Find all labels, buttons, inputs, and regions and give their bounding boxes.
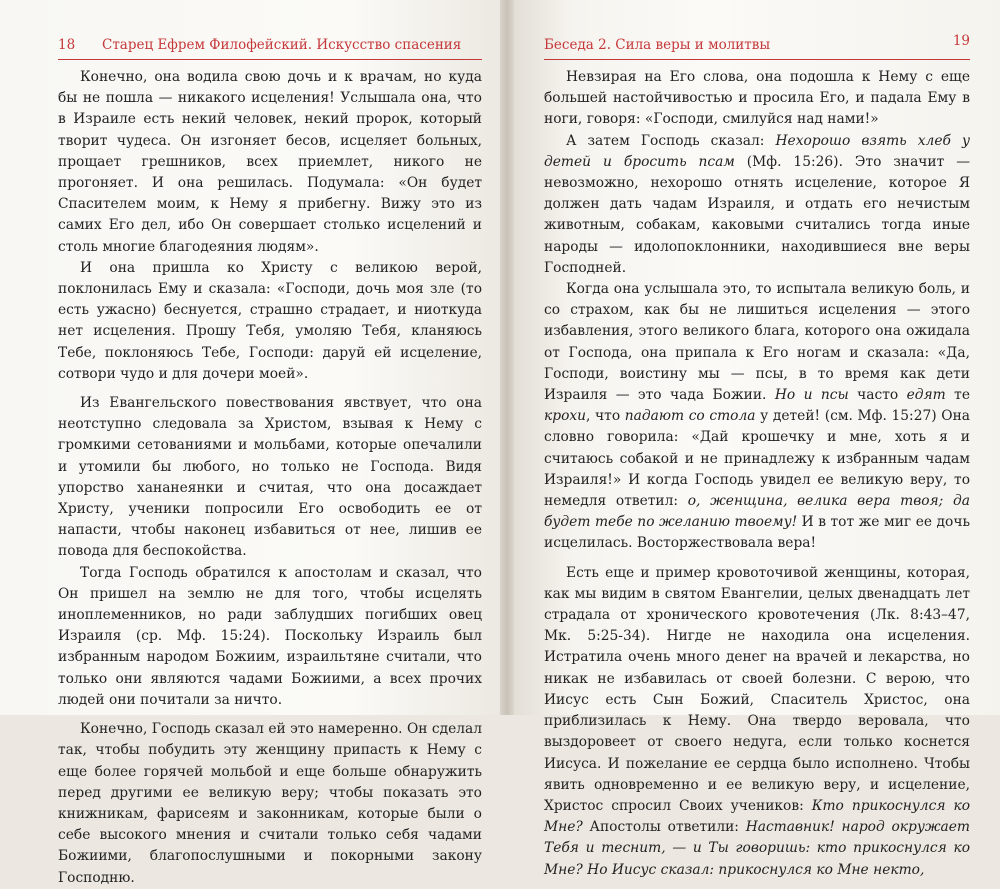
paragraph [544,67,970,131]
right-page-body [544,67,970,881]
left-running-header [58,33,482,60]
paragraph [58,393,482,563]
paragraph [58,563,482,711]
scripture-quote: падают со стола [624,408,756,425]
text-run: , что [586,408,625,425]
scripture-quote: Кто прикоснулся ко Мне? [544,797,970,836]
scripture-quote: Но и псы [774,387,849,404]
scripture-quote: крохи [544,408,587,425]
text-run: А затем Господь сказал: [566,132,776,149]
text-run: те [945,387,970,404]
right-page [514,0,1000,878]
left-page [0,0,500,886]
scripture-quote: Наставник! народ окружает Тебя и теснит, — и Ты говоришь: кто прикоснулся ко Мне? Но Иисус сказал: прикоснулся ко Мне некто, [544,819,970,878]
paragraph [58,258,482,385]
left-page-body [58,67,482,889]
scripture-quote: едят [906,387,946,404]
right-running-head-title: Беседа 2. Сила веры и молитвы [544,37,771,53]
left-page-number: 18 [58,37,76,53]
text-run: Апостолы ответили: [582,819,746,836]
left-running-head-title: Старец Ефрем Филофейский. Искусство спасения [102,37,462,53]
text-run: часто [848,387,907,404]
text-run: (Мф. 15:26). Это значит — невозможно, нехорошо отнять исцеление, которое Я должен дать чадам Израиля, и отдать его нечистым животным, собакам, каковыми считались тогда иные народы — идолопоклонники, находившиеся вне веры Господней. [544,153,970,276]
paragraph [544,563,970,881]
book-gutter [500,0,514,715]
scripture-quote: о, женщина, велика вера твоя; да будет тебе по желанию твоему! [544,493,970,531]
text-run: Из Евангельского повествования явствует, что она неотступно следовала за Христом, взывая к Нему с громкими сетованиями и мольбами, которые опечалили и утомили бы любого, но только не Господа. Видя упорство хананеянки и считая, что она досаждает Христу, ученики попросили Его освободить ее от напасти, чтобы наконец избавиться от нее, лишив ее повода для беспокойства. [58,395,482,560]
paragraph [544,131,970,279]
scripture-quote: Нехорошо взять хлеб у детей и бросить псам [544,132,970,170]
paragraph [58,67,482,258]
right-page-number: 19 [952,33,970,49]
text-run: у детей! (см. Мф. 15:27) Она словно говорила: «Дай крошечку и мне, хоть я и считаюсь собакой и не принадлежу к избранным чадам Израиля!» И когда Господь увидел ее великую веру, то немедля ответил: [544,408,971,510]
text-run: И в тот же миг ее дочь исцелилась. Восторжествовала вера! [544,514,970,552]
text-run: Конечно, она водила свою дочь и к врачам, но куда бы не пошла — никакого исцеления! Услышала она, что в Израиле есть некий человек, некий пророк, который творит чудеса. Он изгоняет бесов, исцеляет больных, прощает грешников, всех приемлет, никого не прогоняет. И она решилась. Подумала: «Он будет Спасителем моим, к Нему я прибегну. Вижу это из самих Его дел, ибо Он совершает столько исцелений и столь многие благодеяния людям». [58,69,482,255]
paragraph [544,279,970,555]
text-run: Тогда Господь обратился к апостолам и сказал, что Он пришел на землю не для того, чтобы исцелять иноплеменников, но ради заблудших погибших овец Израиля (ср. Мф. 15:24). Поскольку Израиль был избранным народом Божиим, израильтяне считали, что только они являются чадами Божиими, а всех прочих людей они почитали за ничто. [58,564,482,708]
text-run: Невзирая на Его слова, она подошла к Нему с еще большей настойчивостью и просила Его, и падала Ему в ноги, говоря: «Господи, смилуйся над нами!» [544,69,970,128]
text-run: Когда она услышала это, то испытала великую боль, и со страхом, как бы не лишиться исцеления — этого избавления, этого великого блага, которого она ожидала от Господа, она припала к Его ногам и сказала: «Да, Господи, воистину мы — псы, в то время как дети Израиля — это чада Божии. [544,281,970,404]
text-run: Конечно, Господь сказал ей это намеренно. Он сделал так, чтобы побудить эту женщину припасть к Нему с еще более горячей мольбой и еще больше обнаружить перед другими ее великую веру; чтобы показать это книжникам, фарисеям и законникам, которые были о себе высокого мнения и считали только себя чадами Божиими, благопослушными и покорными закону Господню. [58,721,482,886]
right-running-header [544,33,970,60]
text-run: Есть еще и пример кровоточивой женщины, которая, как мы видим в святом Евангелии, целых двенадцать лет страдала от хронического кровотечения (Лк. 8:43–47, Мк. 5:25-34). Нигде не находила она исцеления. Истратила очень много денег на врачей и лекарства, но никак не избавилась от своей болезни. С верою, что Иисус есть Сын Божий, Спаситель Христос, она приблизилась к Нему. Она твердо веровала, что выздоровеет от своего недуга, если только коснется Иисуса. И пожелание ее сердца было исполнено. Чтобы явить одновременно и ее великую веру, и исцеление, Христос спросил Своих учеников: [544,564,970,814]
text-run: И она пришла ко Христу с великою верой, поклонилась Ему и сказала: «Господи, дочь моя зле (то есть ужасно) беснуется, страшно страдает, и ниоткуда нет исцеления. Прошу Тебя, умоляю Тебя, кланяюсь Тебе, поклоняюсь Тебе, Господи: даруй ей исцеление, сотвори чудо и для дочери моей». [58,259,482,382]
paragraph [58,719,482,889]
